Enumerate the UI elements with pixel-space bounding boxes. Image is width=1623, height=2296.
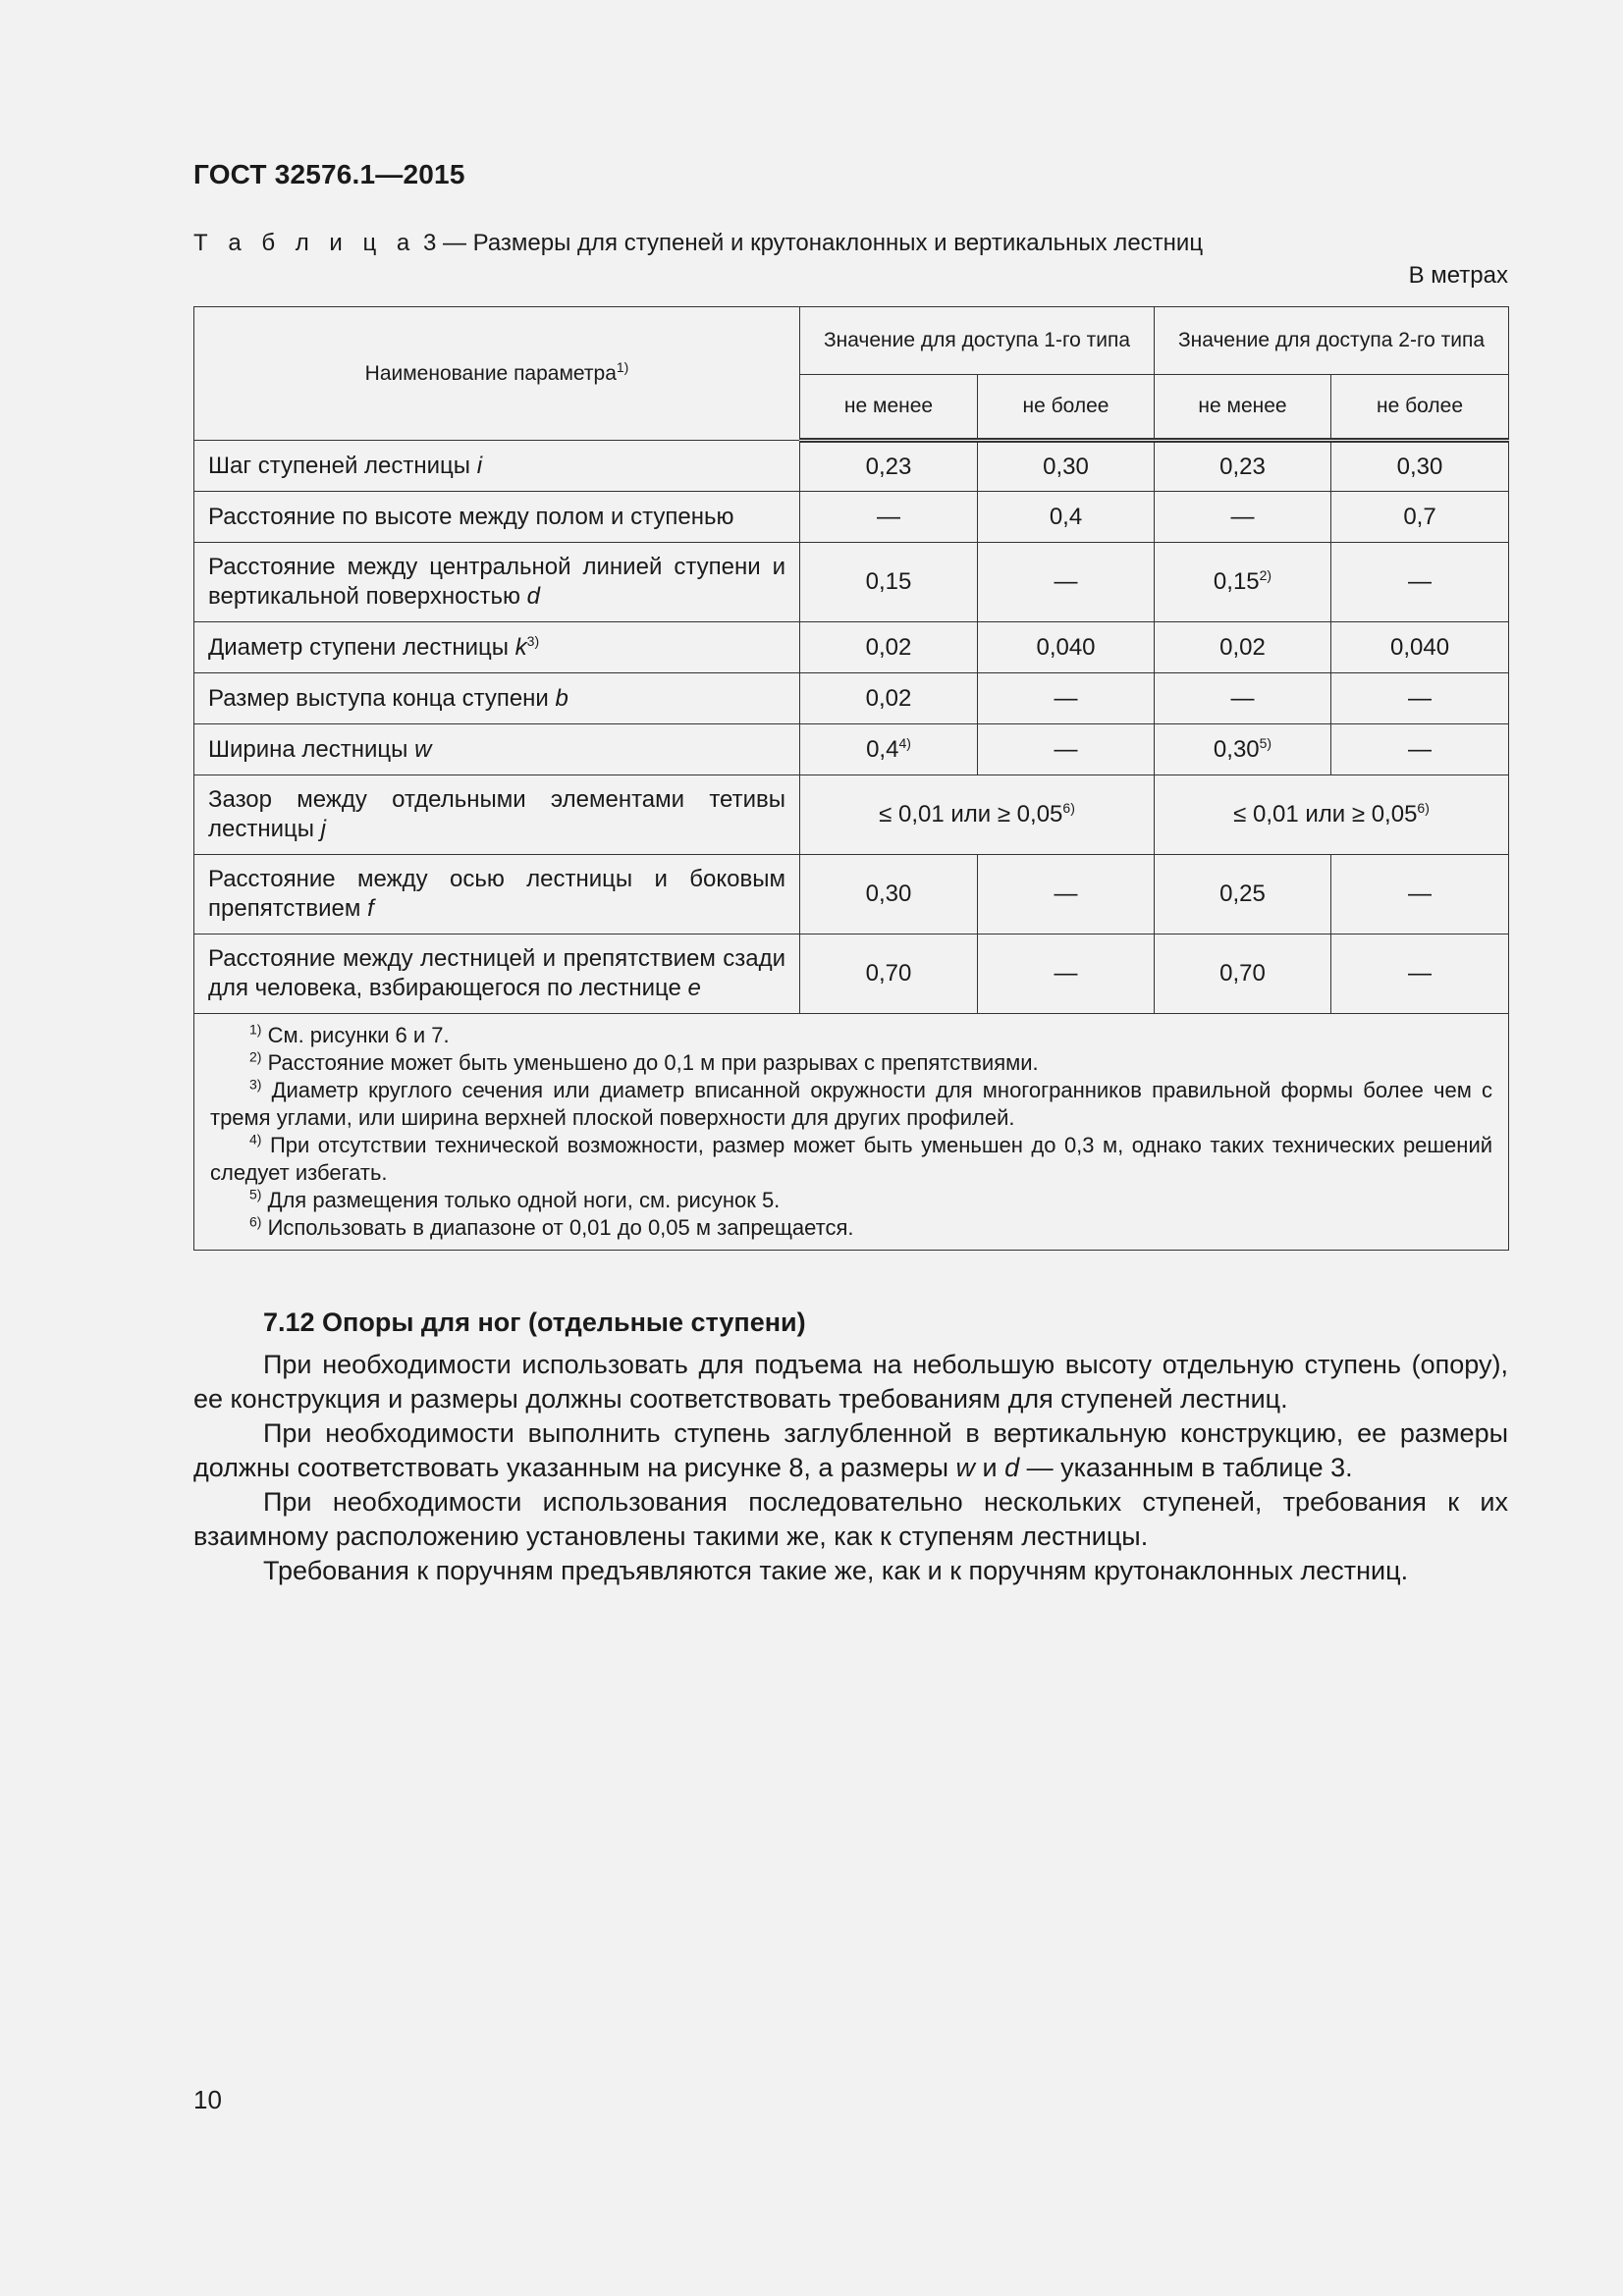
row-value-merged: ≤ 0,01 или ≥ $0,05^{6)}$: [1155, 775, 1509, 855]
row-value: —: [1331, 855, 1509, 934]
row-value: 0,02: [800, 673, 978, 724]
table-row: [194, 775, 1509, 855]
table-row: [194, 855, 1509, 934]
row-value: 0,25: [1155, 855, 1331, 934]
header-type1-max: не более: [978, 375, 1155, 441]
row-value: 0,4$^{4)}$: [800, 724, 978, 775]
row-value: 0,30: [800, 855, 978, 934]
footnote: $^{6)}$ Использовать в диапазоне от 0,01 до 0,05 м запрещается.: [249, 1213, 854, 1240]
row-value: —: [1155, 673, 1331, 724]
footnote: $^{5)}$ Для размещения только одной ноги, см. рисунок 5.: [249, 1186, 781, 1212]
table-units: В метрах: [1408, 262, 1508, 289]
row-param: Размер выступа конца ступени b: [194, 673, 800, 724]
row-value: 0,02: [800, 622, 978, 673]
header-type2: Значение для доступа 2-го типа: [1155, 307, 1509, 375]
row-param: Расстояние между лестницей и препятствием сзади для человека, взбирающегося по лестнице e: [194, 934, 800, 1014]
row-value: —: [1331, 673, 1509, 724]
table-row: [194, 724, 1509, 775]
footnote: $^{2)}$ Расстояние может быть уменьшено до 0,1 м при разрывах с препятствиями.: [249, 1048, 1039, 1075]
row-value: 0,30: [1331, 441, 1509, 492]
row-value: —: [1331, 934, 1509, 1014]
row-value: —: [978, 934, 1155, 1014]
row-param: Диаметр ступени лестницы $k^{3)}$: [194, 622, 800, 673]
header-type2-min: не менее: [1155, 375, 1331, 441]
table-caption: [193, 230, 1203, 257]
paragraph: Требования к поручням предъявляются такие же, как и к поручням крутонаклонных лестниц.: [263, 1556, 1409, 1585]
row-value: —: [978, 724, 1155, 775]
table-caption-text: — Размеры для ступеней и крутонаклонных и вертикальных лестниц: [436, 230, 1204, 256]
row-value: 0,02: [1155, 622, 1331, 673]
row-value: 0,15$^{2)}$: [1155, 543, 1331, 622]
table-row: [194, 492, 1509, 543]
row-value: 0,4: [978, 492, 1155, 543]
paragraph: При необходимости использовать для подъема на небольшую высоту отдельную ступень (опору), ее конструкция и размеры должны соответствовать требованиям для ступеней лестниц.: [193, 1350, 1508, 1414]
document-header: ГОСТ 32576.1—2015: [193, 159, 465, 189]
row-param: Ширина лестницы w: [194, 724, 800, 775]
footnote: $^{1)}$ См. рисунки 6 и 7.: [249, 1021, 450, 1047]
row-value: 0,23: [1155, 441, 1331, 492]
row-value: 0,30: [978, 441, 1155, 492]
row-value: —: [1155, 492, 1331, 543]
header-param: Наименование параметра$^{1)}$: [194, 307, 800, 441]
footnote: $^{3)}$ Диаметр круглого сечения или диаметр вписанной окружности для многогранников правильной формы более чем с тремя углами, или ширина верхней плоской поверхности для других профилей.: [210, 1076, 1493, 1130]
row-value: 0,040: [1331, 622, 1509, 673]
row-value-merged: ≤ 0,01 или ≥ $0,05^{6)}$: [800, 775, 1155, 855]
table-notes: [194, 1014, 1509, 1251]
header-type1: Значение для доступа 1-го типа: [800, 307, 1155, 375]
row-value: 0,23: [800, 441, 978, 492]
section-title: 7.12 Опоры для ног (отдельные ступени): [263, 1308, 806, 1337]
row-value: 0,70: [1155, 934, 1331, 1014]
row-param: Шаг ступеней лестницы i: [194, 441, 800, 492]
footnote: $^{4)}$ При отсутствии технической возможности, размер может быть уменьшен до 0,3 м, однако таких технических решений следует избегать.: [210, 1131, 1493, 1185]
row-value: 0,7: [1331, 492, 1509, 543]
header-type2-max: не более: [1331, 375, 1509, 441]
row-value: 0,30$^{5)}$: [1155, 724, 1331, 775]
parameters-table: [193, 306, 1509, 1251]
table-row: [194, 441, 1509, 492]
row-value: —: [978, 855, 1155, 934]
row-param: Зазор между отдельными элементами тетивы лестницы j: [194, 775, 800, 855]
section-body: [193, 1348, 1508, 1588]
paragraph: При необходимости выполнить ступень заглубленной в вертикальную конструкцию, ее размеры должны соответствовать указанным на рисунке 8, а размеры w и d — указанным в таблице 3.: [193, 1418, 1508, 1482]
table-row: [194, 934, 1509, 1014]
row-value: —: [1331, 543, 1509, 622]
row-value: —: [978, 543, 1155, 622]
row-value: 0,15: [800, 543, 978, 622]
paragraph: При необходимости использования последовательно нескольких ступеней, требования к их взаимному расположению установлены такими же, как к ступеням лестницы.: [193, 1487, 1508, 1551]
table-caption-number: 3: [422, 230, 437, 256]
row-param: Расстояние между осью лестницы и боковым препятствием f: [194, 855, 800, 934]
row-value: 0,70: [800, 934, 978, 1014]
row-param: Расстояние по высоте между полом и ступенью: [194, 492, 800, 543]
table-notes-row: [194, 1014, 1509, 1251]
row-value: —: [800, 492, 978, 543]
page-number: 10: [193, 2085, 222, 2114]
header-type1-min: не менее: [800, 375, 978, 441]
table-caption-label: Т а б л и ц а: [193, 230, 417, 256]
row-value: —: [1331, 724, 1509, 775]
row-param: Расстояние между центральной линией ступени и вертикальной поверхностью d: [194, 543, 800, 622]
table-row: [194, 543, 1509, 622]
row-value: 0,040: [978, 622, 1155, 673]
table-row: [194, 673, 1509, 724]
table-row: [194, 622, 1509, 673]
row-value: —: [978, 673, 1155, 724]
